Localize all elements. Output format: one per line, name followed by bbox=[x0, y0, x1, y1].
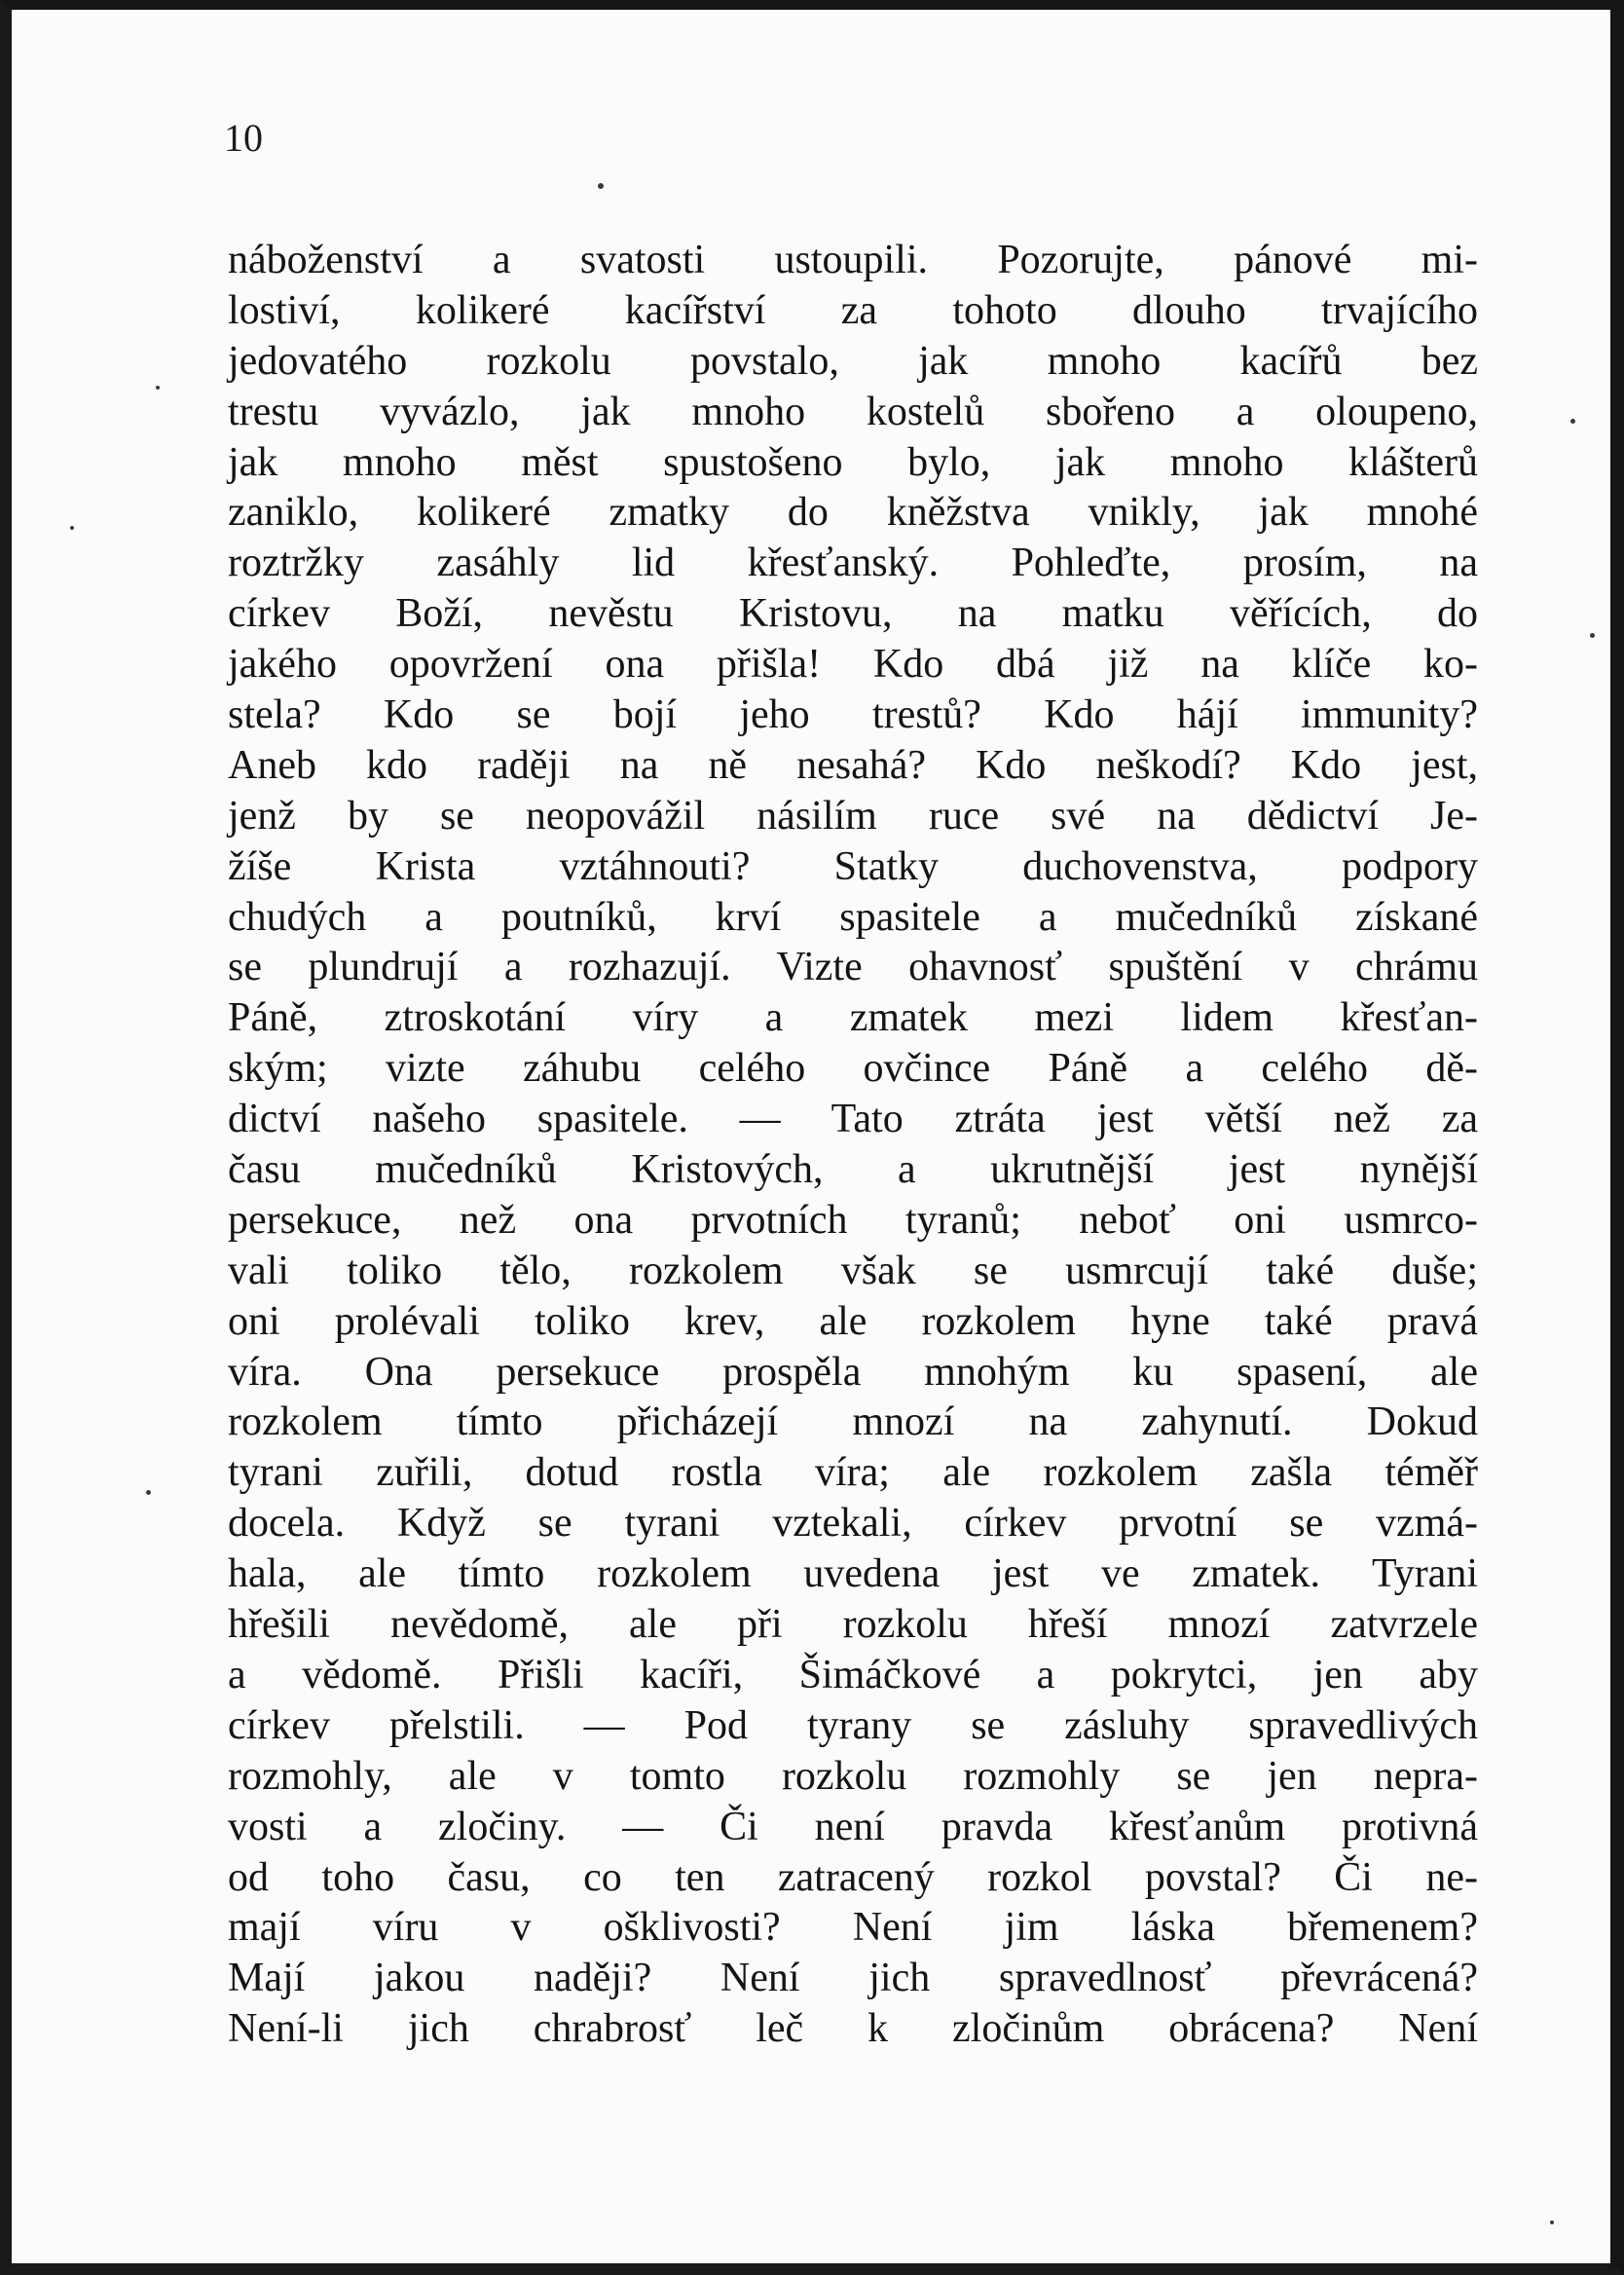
text-line: žíše Krista vztáhnouti? Statky duchovenstva, podpory bbox=[228, 843, 1478, 889]
text-line: tyrani zuřili, dotud rostla víra; ale rozkolem zašla téměř bbox=[228, 1450, 1478, 1496]
text-line: ským; vizte záhubu celého ovčince Páně a celého dě- bbox=[228, 1046, 1478, 1092]
text-line: času mučedníků Kristových, a ukrutnější jest nynější bbox=[228, 1147, 1478, 1193]
text-line: jak mnoho měst spustošeno bylo, jak mnoho klášterů bbox=[228, 439, 1478, 485]
text-line: náboženství a svatosti ustoupili. Pozorujte, pánové mi- bbox=[228, 238, 1478, 282]
scan-speck bbox=[1570, 419, 1575, 424]
text-line: stela? Kdo se bojí jeho trestů? Kdo hájí immunity? bbox=[228, 692, 1478, 738]
scan-speck bbox=[1550, 2220, 1554, 2224]
text-line: lostiví, kolikeré kacířství za tohoto dlouho trvajícího bbox=[228, 287, 1478, 333]
text-line: hřešili nevědomě, ale při rozkolu hřeší mnozí zatvrzele bbox=[228, 1602, 1478, 1648]
text-line: docela. Když se tyrani vztekali, církev prvotní se vzmá- bbox=[228, 1501, 1478, 1547]
text-line: církev přelstili. — Pod tyrany se zásluhy spravedlivých bbox=[228, 1702, 1478, 1748]
text-line: církev Boží, nevěstu Kristovu, na matku věřících, do bbox=[228, 591, 1478, 637]
text-line: jedovatého rozkolu povstalo, jak mnoho kacířů bez bbox=[228, 338, 1478, 384]
scan-speck bbox=[598, 183, 604, 189]
text-line: vali toliko tělo, rozkolem však se usmrcují také duše; bbox=[228, 1248, 1478, 1293]
scan-edge-mark bbox=[1616, 2016, 1619, 2084]
scan-edge-mark bbox=[1618, 214, 1621, 273]
text-line: Není-li jich chrabrosť leč k zločinům obrácena? Není bbox=[228, 2006, 1478, 2052]
scan-edge-mark bbox=[1618, 1432, 1621, 1480]
text-line: Aneb kdo raději na ně nesahá? Kdo neškodí? Kdo jest, bbox=[228, 742, 1478, 788]
text-line: vosti a zločiny. — Či není pravda křesťanům protivná bbox=[228, 1804, 1478, 1849]
text-line: víra. Ona persekuce prospěla mnohým ku spasení, ale bbox=[228, 1349, 1478, 1395]
text-line: Mají jakou naději? Není jich spravedlnosť převrácená? bbox=[228, 1956, 1478, 2001]
text-line: rozmohly, ale v tomto rozkolu rozmohly se jen nepra- bbox=[228, 1753, 1478, 1799]
scan-speck bbox=[1590, 633, 1595, 638]
text-line: persekuce, než ona prvotních tyranů; neboť oni usmrco- bbox=[228, 1197, 1478, 1243]
text-line: oni prolévali toliko krev, ale rozkolem hyne také pravá bbox=[228, 1298, 1478, 1344]
text-line: rozkolem tímto přicházejí mnozí na zahynutí. Dokud bbox=[228, 1399, 1478, 1445]
text-line: zaniklo, kolikeré zmatky do kněžstva vnikly, jak mnohé bbox=[228, 490, 1478, 536]
text-line: jakého opovržení ona přišla! Kdo dbá již na klíče ko- bbox=[228, 642, 1478, 688]
text-line: roztržky zasáhly lid křesťanský. Pohleďte, prosím, na bbox=[228, 541, 1478, 586]
text-line: se plundrují a rozhazují. Vizte ohavnosť spuštění v chrámu bbox=[228, 945, 1478, 990]
scan-edge-mark bbox=[1616, 1062, 1619, 1100]
text-line: mají víru v ošklivosti? Není jim láska břemenem? bbox=[228, 1905, 1478, 1951]
page-number: 10 bbox=[224, 116, 263, 160]
scan-speck bbox=[70, 526, 74, 530]
scan-speck bbox=[146, 1490, 151, 1495]
text-line: chudých a poutníků, krví spasitele a mučedníků získané bbox=[228, 894, 1478, 940]
text-line: dictví našeho spasitele. — Tato ztráta jest větší než za bbox=[228, 1097, 1478, 1142]
text-line: Páně, ztroskotání víry a zmatek mezi lidem křesťan- bbox=[228, 995, 1478, 1041]
body-text bbox=[228, 236, 1478, 2055]
text-line: trestu vyvázlo, jak mnoho kostelů sbořeno a oloupeno, bbox=[228, 389, 1478, 434]
text-line: od toho času, co ten zatracený rozkol povstal? Či ne- bbox=[228, 1854, 1478, 1900]
text-line: a vědomě. Přišli kacíři, Šimáčkové a pokrytci, jen aby bbox=[228, 1652, 1478, 1697]
scan-speck bbox=[156, 386, 160, 390]
text-line: hala, ale tímto rozkolem uvedena jest ve zmatek. Tyrani bbox=[228, 1551, 1478, 1597]
text-line: jenž by se neopovážil násilím ruce své na dědictví Je- bbox=[228, 793, 1478, 839]
